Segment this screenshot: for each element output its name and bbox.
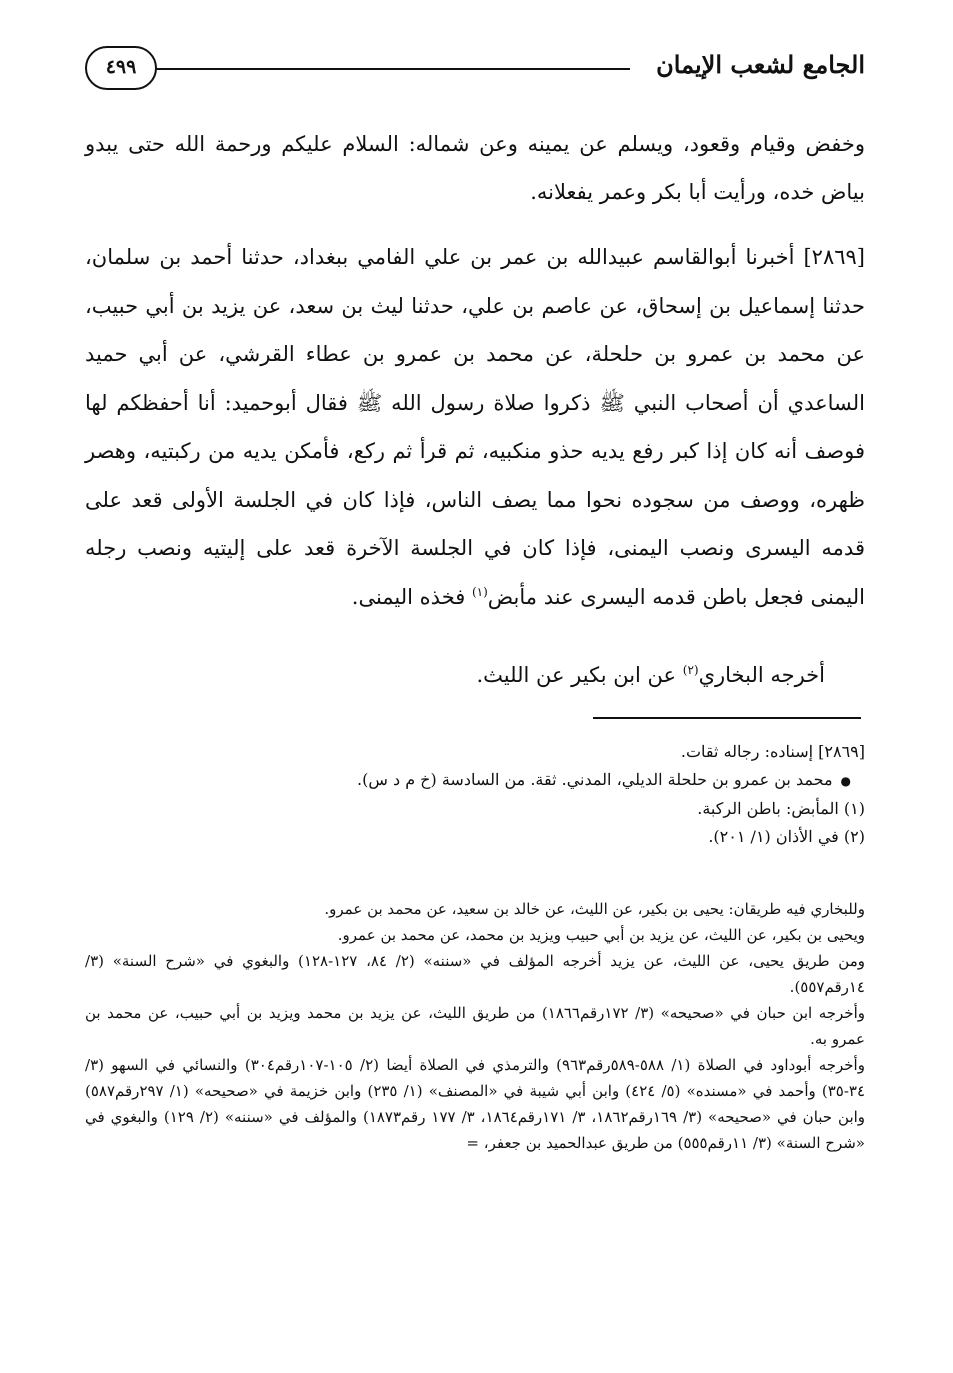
footnotes-section [85, 738, 865, 851]
footnote-ref-1[interactable]: (١) [471, 584, 488, 599]
footnote-ref-2[interactable]: (٢) [682, 663, 699, 677]
takhrij-text [85, 655, 825, 695]
footnote-1: (١) المأبض: باطن الركبة. [697, 799, 865, 818]
takhrij-line [85, 655, 865, 695]
running-header [85, 44, 865, 102]
takhrij-a: أخرجه البخاري [698, 663, 825, 687]
takhrij-note: ومن طريق يحيى، عن الليث، عن يزيد أخرجه المؤلف في «سننه» (٢/ ٨٤، ١٢٧-١٢٨) والبغوي في «شرح السنة» (٣/ ١٤رقم٥٥٧). [85, 952, 865, 996]
takhrij-b: عن ابن بكير عن الليث. [476, 663, 683, 687]
footnote-2: (٢) في الأذان (١/ ٢٠١). [708, 827, 865, 846]
hadith-tail: فخذه اليمنى. [351, 584, 472, 609]
paragraph-text: وخفض وقيام وقعود، ويسلم عن يمينه وعن شماله: السلام عليكم ورحمة الله حتى يبدو بياض خده، ورأيت أبا بكر وعمر يفعلانه. [85, 132, 865, 204]
bullet-icon: ● [840, 774, 851, 788]
book-title: الجامع لشعب الإيمان [656, 50, 865, 79]
takhrij-note: وأخرجه ابن حبان في «صحيحه» (٣/ ١٧٢رقم١٨٦٦) من طريق الليث، عن يزيد بن محمد ويزيد بن أبي حبيب، عن محمد بن عمرو به. [85, 1004, 865, 1048]
takhrij-note: وللبخاري فيه طريقان: يحيى بن بكير، عن الليث، عن خالد بن سعيد، عن محمد بن عمرو. [324, 900, 865, 918]
isnad-note: [٢٨٦٩] إسناده: رجاله ثقات. [680, 742, 865, 761]
takhrij-note: ويحيى بن بكير، عن الليث، عن يزيد بن أبي حبيب ويزيد بن محمد، عن محمد بن عمرو. [337, 926, 865, 944]
narrator-note [85, 766, 865, 795]
footnote-separator [593, 717, 861, 719]
hadith-body: [٢٨٦٩] أخبرنا أبوالقاسم عبيدالله بن عمر بن علي الفامي ببغداد، حدثنا أحمد بن سلمان، حدثنا إسماعيل بن إسحاق، عن عاصم بن علي، حدثنا ليث بن سعد، عن يزيد بن أبي حبيب، عن محمد بن عمرو بن حلحلة، عن محمد بن عمرو بن عطاء القرشي، عن أبي حميد الساعدي أن أصحاب النبي ﷺ ذكروا صلاة رسول الله ﷺ فقال أبوحميد: أنا أحفظكم لها فوصف أنه كان إذا كبر رفع يديه حذو منكبيه، ثم قرأ ثم ركع، فأمكن يديه من ركبتيه، وهصر ظهره، ووصف من سجوده نحوا مما يصف الناس، فإذا كان في الجلسة الأولى قعد على قدمه اليسرى ونصب اليمنى، فإذا كان في الجلسة الآخرة قعد على إليتيه ونصب رجله اليمنى فجعل باطن قدمه اليسرى عند [85, 245, 865, 609]
body-paragraph-1 [85, 120, 865, 216]
hadith-2869 [85, 233, 865, 621]
header-rule [155, 68, 630, 70]
takhrij-notes [85, 896, 865, 1156]
page-number: ٤٩٩ [85, 46, 157, 90]
hadith-tail-word: مأبض [487, 584, 538, 609]
narrator-text: محمد بن عمرو بن حلحلة الديلي، المدني. ثقة. من السادسة (خ م د س). [357, 770, 833, 789]
takhrij-note: وأخرجه أبوداود في الصلاة (١/ ٥٨٨-٥٨٩رقم٩٦٣) والترمذي في الصلاة أيضا (٢/ ١٠٥-١٠٧رقم٣٠٤) والنسائي في السهو (٣/ ٣٤-٣٥) وأحمد في «مسنده» (٥/ ٤٢٤) وابن أبي شيبة في «المصنف» (١/ ٢٣٥) وابن خزيمة في «صحيحه» (١/ ٢٩٧رقم٥٨٧) وابن حبان في «صحيحه» (٣/ ١٦٩رقم١٨٦٢، ٣/ ١٧١رقم١٨٦٤، ٣/ ١٧٧ رقم١٨٧٣) والمؤلف في «سننه» (٢/ ١٢٩) والبغوي في «شرح السنة» (٣/ ١١رقم٥٥٥) من طريق عبدالحميد بن جعفر، = [85, 1056, 866, 1152]
hadith-text [85, 233, 865, 621]
